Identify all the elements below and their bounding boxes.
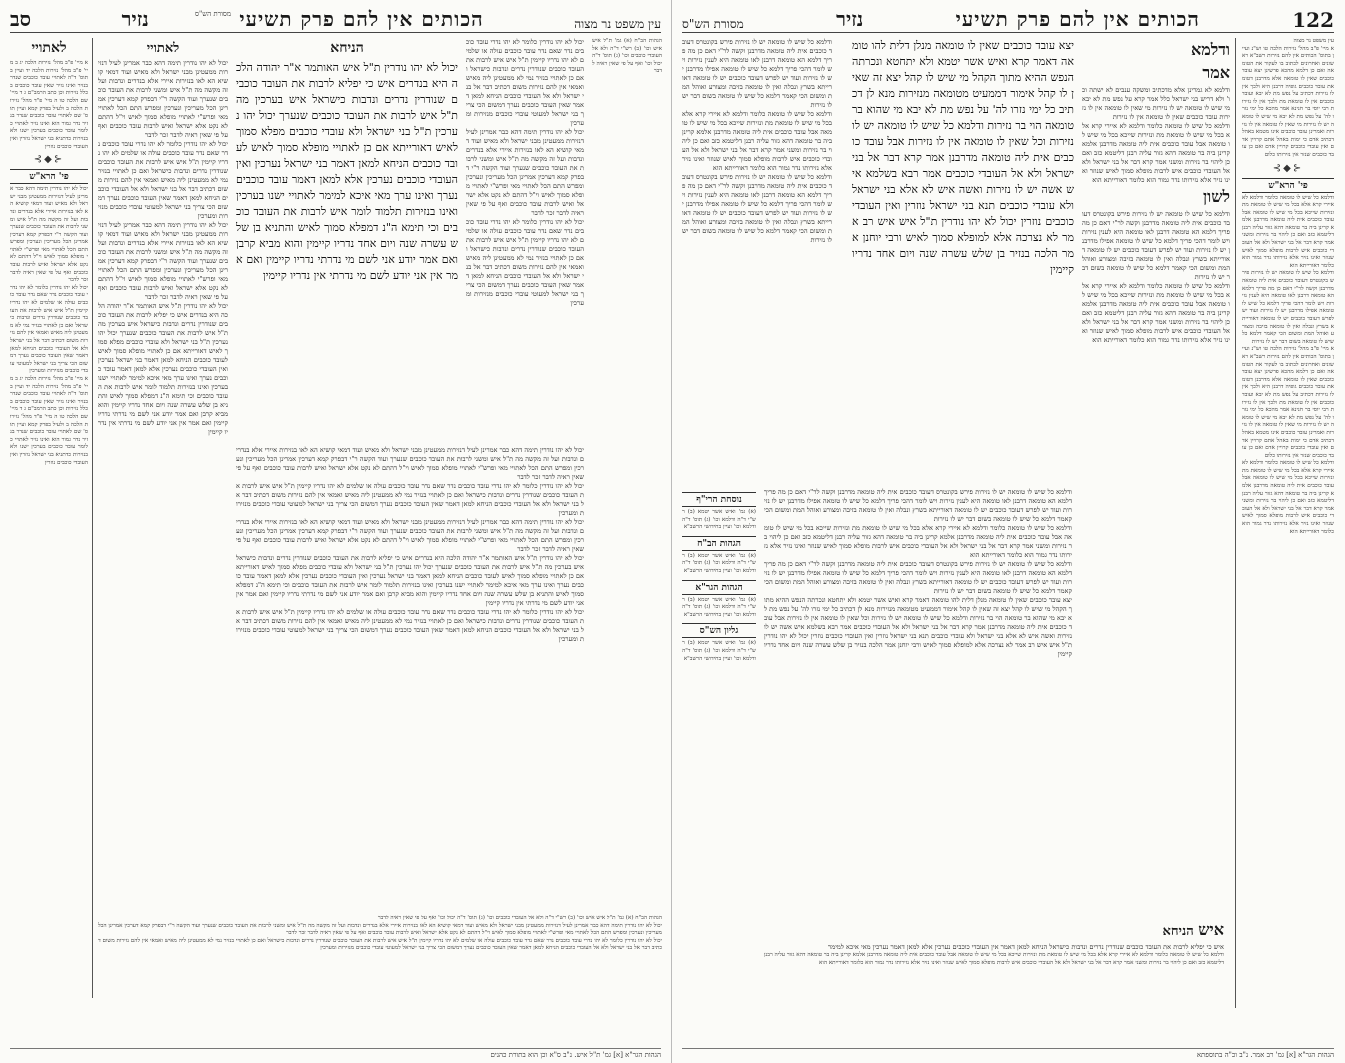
rashi-text: יכול לא יהו נודרין כלומר לא יהו נדרי עובד כוכבים נדר שאם נדר עובד כוכבים עולה או שלמים לא יהו נדריו קיימין ת"ל איש איש לרבות את העובד כוכבים שנודרין נדרים ונדבות כישראל ואם כן לאתויי בנזיר נמי לא ממעטינן ליה מאיש ואמאי אין להם נזירות משום דכתיב דבר אל בני ישראל ולא אל העובדי כוכבים הניחא למאן דאמר שאין העובד כוכבים נערך דמשום הכי צריך בני ישראל למעוטי עובדי כוכבים מנזירות ומערכין (466, 38, 584, 127)
masoret-label: מסורת הש"ס (195, 10, 232, 18)
tosafot-text-cont-2: יכול לא יהו נודרין תימה דהא כבר אמרינן לעיל דנזירות ממעטינן מבני ישראל ולא מאיש ועוד דמאי קושיא הא לאו בנזירות איירי אלא בנדרים ונדבות ועל זה מקשה מה ת"ל איש ומשני לרבות את העובד כוכבים שנערך ועוד הקשה ר"י דבפרק קמא דערכין אמרינן הכל מעריכין ונערכין ומפרש התם הכל לאתויי מאי ופרש"י לאתויי מופלא סמוך לאיש וי"ל דהתם לא נקט אלא ישראל ואיש לרבות עובד כוכבים ואף על פי שאין ראיה לדבר זכר לדבר (98, 221, 228, 301)
rashi-text-cont: יכול לא יהו נודרין תימה דהא כבר אמרינן לעיל דנזירות ממעטינן מבני ישראל ולא מאיש ועוד דמאי קושיא הא לאו בנזירות איירי אלא בנדרים ונדבות ועל זה מקשה מה ת"ל איש ומשני לרבות את העובד כוכבים שנערך ועוד הקשה ר"י דבפרק קמא דערכין אמרינן הכל מעריכין ונערכין ומפרש התם הכל לאתויי מאי ופרש"י לאתויי מופלא סמוך לאיש וי"ל דהתם לא נקט אלא ישראל ואיש לרבות עובד כוכבים ואף על פי שאין ראיה לדבר זכר לדבר (466, 128, 584, 217)
tosafot-text-cont: יכול לא יהו נודרין כלומר לא יהו נדרי עובד כוכבים נדר שאם נדר עובד כוכבים עולה או שלמים לא יהו נדריו קיימין ת"ל איש איש לרבות את העובד כוכבים שנודרין נדרים ונדבות כישראל ואם כן לאתויי בנזיר נמי לא ממעטינן ליה מאיש ואמאי אין להם נזירות משום דכתיב דבר אל בני ישראל ולא אל העובדי כוכבים הניחא למאן דאמר שאין העובד כוכבים נערך דמשום הכי צריך בני ישראל למעוטי עובדי כוכבים מנזירות ומערכין (98, 140, 228, 220)
rif-version-text: (א) גמ' ואיש אשר יטמא (ב) רש"י ד"ה ודלמא וכו' (ג) תוס' ד"ה ודלמא וכו' ועיין בחידושי הרשב"א (682, 509, 756, 531)
gra-label: הגהות הגר"א (682, 580, 756, 595)
gemara-column (236, 38, 458, 438)
rosh-text-cont: יכול לא יהו נודרין כלומר לא יהו נדרי עובד כוכבים נדר שאם נדר עובד כוכבים עולה או שלמים לא יהו נדריו קיימין ת"ל איש איש לרבות את העובד כוכבים שנודרין נדרים ונדבות כישראל ואם כן לאתויי בנזיר נמי לא ממעטינן ליה מאיש ואמאי אין להם נזירות משום דכתיב דבר אל בני ישראל ולא אל העובדי כוכבים הניחא למאן דאמר שאין העובד כוכבים נערך דמשום הכי צריך בני ישראל למעוטי עובדי כוכבים מנזירות ומערכין (10, 284, 88, 375)
rashi-text-cont-2: ודלמא כל שיש לו טומאה כלומר ודלמא לא איירי קרא אלא בכל מי שיש לו טומאת מת ונזירות שייכא בכל מי שיש לו טומאה אבל עובד כוכבים אית ליה טומאה מדרבנן אלמא קרינן ביה בר טומאה דהא גזור עליה רבנן דליטמא כזב ואם כן ליהוי בר נזירות ומשני אמר קרא דבר אל בני ישראל ולא אל העובדי כוכבים איש לרבות מופלא סמוך לאיש שנוזר ואינו נזיר אלא נזירותו נדר גמור הוא כלומר דאורייתא הוא (1082, 282, 1230, 344)
column-rule (92, 38, 93, 998)
tractate-name: נזיר (836, 7, 864, 31)
lower-commentary-text-2: יכול לא יהו נודרין כלומר לא יהו נדרי עובד כוכבים נדר שאם נדר עובד כוכבים עולה או שלמים לא יהו נדריו קיימין ת"ל איש איש לרבות את העובד כוכבים שנודרין נדרים ונדבות כישראל ואם כן לאתויי בנזיר נמי לא ממעטינן ליה מאיש ואמאי אין להם נזירות משום דכתיב דבר אל בני ישראל ולא אל העובדי כוכבים הניחא למאן דאמר שאין העובד כוכבים נערך דמשום הכי צריך בני ישראל למעוטי עובדי כוכבים מנזירות ומערכין (236, 482, 584, 517)
side-lead-word: לאתויי (31, 40, 67, 56)
rosh-text-cont-2: א מיי' פ"ב מהל' נזירות הלכה יג ב מיי' פ"ב מהל' נזירות הלכה יד ועיין בתוס' ד"ה לאתויי עובד כוכבים שנדר בנזיר ואינו נזיר שאין עובד כוכבים בכלל נזירות וכן כתב הרמב"ם ג ד מיי' שם הלכה טו ה מיי' פ"ד מהל' נזירות הלכה ב ולעיל בפרק קמא ועיין תוס' שם לאתויי עובד כוכבים שנדר בנזיר נדר גמור הוא ואינו נזיר לאתויי כלומר עובד כוכבים בערכין ישנו ולא בנזירות כדתניא בני ישראל נוזרין ואין העובדי כוכבים נוזרין (10, 375, 88, 466)
ein-mishpat-text: א מיי' פ"ב מהל' נזירות הלכה יג ב מיי' פ"ב מהל' נזירות הלכה יד ועיין בתוס' ד"ה לאתויי עובד כוכבים שנדר בנזיר ואינו נזיר שאין עובד כוכבים בכלל נזירות וכן כתב הרמב"ם ג ד מיי' שם הלכה טו ה מיי' פ"ד מהל' נזירות הלכה ב ולעיל בפרק קמא ועיין תוס' שם לאתויי עובד כוכבים שנדר בנזיר נדר גמור הוא ואינו נזיר לאתויי כלומר עובד כוכבים בערכין ישנו ולא בנזירות כדתניא בני ישראל נוזרין ואין העובדי כוכבים נוזרין (10, 60, 88, 150)
left-footer: הגהות הגר"א [א] גמ' ת"ל איש. נ"ב ס"א וכן הוא בתורת כהנים (10, 1048, 661, 1059)
lower-commentary-text-4: יצא עובד כוכבים שאין לו טומאה מנלן דלית להו טומאה דאמר קרא ואיש אשר יטמא ולא יתחטא ונכרתה הנפש ההיא מתוך הקהל מי שיש לו קהל יצא זה שאין לו קהל אימור דממעיט מטומאה מנזירות מנא לן דכתיב כל ימי נזרו לה' על נפש מת לא יבא מי שהוא בר טומאה הוי בר נזירות ודלמא כל שיש לו טומאה יש לו נזירות וכל שאין לו טומאה אין לו נזירות אבל עובד כוכבים אית ליה טומאה מדרבנן אמר קרא דבר אל בני ישראל ולא אל העובדי כוכבים אמר רבא בשלמא איש אשה יש לו נזירות ואשה איש לא אלא בני ישראל ולא עובדי כוכבים תנא בני ישראל נוזרין ואין העובדי כוכבים נוזרין יכול לא יהו נודרין ת"ל איש איש רב אמר לא נצרכה אלא למופלא סמוך לאיש ורבי יוחנן אמר הלכה בנזיר בן שלש עשרה שנה ויום אחד נדריו קיימין (764, 596, 1072, 658)
lower-commentary-text-4: יכול לא יהו נודרין ת"ל איש האותמר א"ר יהודה הלכה היא בנדרים איש כי יפליא לרבות את העובד כוכבים שנודרין נדרים ונדבות כישראל איש בערכין מה ת"ל איש לרבות את העובד כוכבים שנערך יכול יהו נערכין ת"ל בני ישראל ולא עובדי כוכבים מפלא סמוך לאיש דאורייתא אם כן לאתויי מופלא סמוך לאיש לעובד כוכבים הניחא למאן דאמר בני ישראל נערכין ואין העובדי כוכבים נערכין אלא למאן דאמר עובד כוכבים נערך ואינו ערך מאי איכא למימר לאתויי ישנו בערכין ואינו בנזירות תלמוד לומר איש לרבות את העובד כוכבים וכי תימא ה"נ דמפלא סמוך לאיש והתניא בן שלש עשרה שנה ויום אחד נדריו קיימין והוא מביא קרבן ואם אמר יודע אני לשם מי נדרתי נדריו קיימין ואם אמר אין אני יודע לשם מי נדרתי אין נדריו קיימין (236, 554, 584, 607)
tosafot-text-cont-3: יכול לא יהו נודרין ת"ל איש האותמר א"ר יהודה הלכה היא בנדרים איש כי יפליא לרבות את העובד כוכבים שנודרין נדרים ונדבות כישראל איש בערכין מה ת"ל איש לרבות את העובד כוכבים שנערך יכול יהו נערכין ת"ל בני ישראל ולא עובדי כוכבים מפלא סמוך לאיש דאורייתא אם כן לאתויי מופלא סמוך לאיש לעובד כוכבים הניחא למאן דאמר בני ישראל נערכין ואין העובדי כוכבים נערכין אלא למאן דאמר עובד כוכבים נערך ואינו ערך מאי איכא למימר לאתויי ישנו בערכין ואינו בנזירות תלמוד לומר איש לרבות את העובד כוכבים וכי תימא ה"נ דמפלא סמוך לאיש והתניא בן שלש עשרה שנה ויום אחד נדריו קיימין והוא מביא קרבן ואם אמר יודע אני לשם מי נדרתי נדריו קיימין ואם אמר אין אני יודע לשם מי נדרתי אין נדריו קיימין (98, 302, 228, 436)
ornament-divider: ⊰◆⊱ (1272, 162, 1304, 174)
bottom-notes-text-2: יכול לא יהו נודרין תימה דהא כבר אמרינן לעיל דנזירות ממעטינן מבני ישראל ולא מאיש ועוד דמאי קושיא הא לאו בנזירות איירי אלא בנדרים ונדבות ועל זה מקשה מה ת"ל איש ומשני לרבות את העובד כוכבים שנערך ועוד הקשה ר"י דבפרק קמא דערכין אמרינן הכל מעריכין ונערכין ומפרש התם הכל לאתויי מאי ופרש"י לאתויי מופלא סמוך לאיש וי"ל דהתם לא נקט אלא ישראל ואיש לרבות עובד כוכבים ואף על פי שאין ראיה לדבר זכר לדבר (98, 922, 662, 937)
ein-mishpat-label-right: עין משפט נר מצוה (1293, 38, 1334, 44)
bottom-notes-text: הגהות הב"ח (א) גמ' ת"ל איש איש וכו' (ב) רש"י ד"ה ולא אל העובדי כוכבים וכו' (ג) תוס' ד"ה יכול וכו' ואף על פי שאין ראיה לדבר (377, 915, 662, 921)
rosh-text-cont-2: א מיי' פ"ב מהל' נזירות הלכה טו וש"נ ועיין בתוס' הכותים אין להם נזירות רשב"א ראשונים ואחרונים לכתוב בו לעקור את הטומאה ואם כן דלמא מהכא פרשינן יצא עובד כוכבים שאין לו טומאה אלא מדרבנן דטומאת עובד כוכבים גופיה דרבנן היא ולכך אין לו נזירות דכתיב על נפש מת לא יבא ועובד כוכבים אין לו טומאת מת ולכך אין לו נזירות רבי יוסי בר חנינא אמר מהכא כל ימי נזרו לה' על נפש מת לא יבא מי שיש לו טומאה יש לו נזירות מי שאין לו טומאה אין לו נזירות ואמרינן עובד כוכבים אינו מטמא באהל דכתיב אדם כי ימות באהל אתם קרויין אדם ואין עובדי כוכבים קרויין אדם ואם כן עובד כוכבים שנזר אין נזירותו כלום (1242, 346, 1334, 459)
lower-commentary-text: ודלמא כל שיש לו טומאה יש לו נזירות פירש בקונטרס דעובד כוכבים אית ליה טומאה מדרבנן וקשה לר"י דאם כן מה פריך דלמא הא טומאה דרבנן לאו טומאה היא לענין נזירות ויש לומר דהכי פריך דלמא כל שיש לו טומאה אפילו מדרבנן יש לו נזירות ועוד יש לפרש דעובד כוכבים יש לו טומאה דאורייתא בשרץ ונבלה ואין לו טומאה בזיבה ומצורע ואוהל המת ומשום הכי קאמר דלמא כל שיש לו טומאה בשום דבר יש לו נזירות (764, 488, 1072, 523)
chapter-title: הכותים אין להם פרק תשיעי (239, 7, 484, 31)
left-masoret-column (592, 38, 662, 638)
rashi-text: ודלמא כל שיש לו טומאה כלומר ודלמא לא איירי קרא אלא בכל מי שיש לו טומאת מת ונזירות שייכא בכל מי שיש לו טומאה אבל עובד כוכבים אית ליה טומאה מדרבנן אלמא קרינן ביה בר טומאה דהא גזור עליה רבנן דליטמא כזב ואם כן ליהוי בר נזירות ומשני אמר קרא דבר אל בני ישראל ולא אל העובדי כוכבים איש לרבות מופלא סמוך לאיש שנוזר ואינו נזיר אלא נזירותו נדר גמור הוא כלומר דאורייתא הוא (1082, 122, 1230, 184)
right-page-header (682, 6, 1334, 33)
tosafot-text: ודלמא כל שיש לו טומאה יש לו נזירות פירש בקונטרס דעובד כוכבים אית ליה טומאה מדרבנן וקשה לר"י דאם כן מה פריך דלמא הא טומאה דרבנן לאו טומאה היא לענין נזירות ויש לומר דהכי פריך דלמא כל שיש לו טומאה אפילו מדרבנן יש לו נזירות ועוד יש לפרש דעובד כוכבים יש לו טומאה דאורייתא בשרץ ונבלה ואין לו טומאה בזיבה ומצורע ואוהל המת ומשום הכי קאמר דלמא כל שיש לו טומאה בשום דבר יש לו נזירות (682, 38, 832, 109)
gilyon-label: גליון הש"ס (682, 623, 756, 638)
ein-mishpat-label: עין משפט נר מצוה (574, 17, 661, 31)
lower-commentary-text-3: ודלמא כל שיש לו טומאה יש לו נזירות פירש בקונטרס דעובד כוכבים אית ליה טומאה מדרבנן וקשה לר"י דאם כן מה פריך דלמא הא טומאה דרבנן לאו טומאה היא לענין נזירות ויש לומר דהכי פריך דלמא כל שיש לו טומאה אפילו מדרבנן יש לו נזירות ועוד יש לפרש דעובד כוכבים יש לו טומאה דאורייתא בשרץ ונבלה ואין לו טומאה בזיבה ומצורע ואוהל המת ומשום הכי קאמר דלמא כל שיש לו טומאה בשום דבר יש לו נזירות (764, 560, 1072, 595)
lower-commentary-text: יכול לא יהו נודרין תימה דהא כבר אמרינן לעיל דנזירות ממעטינן מבני ישראל ולא מאיש ועוד דמאי קושיא הא לאו בנזירות איירי אלא בנדרים ונדבות ועל זה מקשה מה ת"ל איש ומשני לרבות את העובד כוכבים שנערך ועוד הקשה ר"י דבפרק קמא דערכין אמרינן הכל מעריכין ונערכין ומפרש התם הכל לאתויי מאי ופרש"י לאתויי מופלא סמוך לאיש וי"ל דהתם לא נקט אלא ישראל ואיש לרבות עובד כוכבים ואף על פי שאין ראיה לדבר זכר לדבר (236, 446, 584, 481)
rosh-text-cont: ודלמא כל שיש לו טומאה יש לו נזירות פירש בקונטרס דעובד כוכבים אית ליה טומאה מדרבנן וקשה לר"י דאם כן מה פריך דלמא הא טומאה דרבנן לאו טומאה היא לענין נזירות ויש לומר דהכי פריך דלמא כל שיש לו טומאה אפילו מדרבנן יש לו נזירות ועוד יש לפרש דעובד כוכבים יש לו טומאה דאורייתא בשרץ ונבלה ואין לו טומאה בזיבה ומצורע ואוהל המת ומשום הכי קאמר דלמא כל שיש לו טומאה בשום דבר יש לו נזירות (1242, 270, 1334, 345)
right-page (672, 0, 1344, 1063)
bottom-notes-text-3: יכול לא יהו נודרין כלומר לא יהו נדרי עובד כוכבים נדר שאם נדר עובד כוכבים עולה או שלמים לא יהו נדריו קיימין ת"ל איש איש לרבות את העובד כוכבים שנודרין נדרים ונדבות כישראל ואם כן לאתויי בנזיר נמי לא ממעטינן ליה מאיש ואמאי אין להם נזירות משום דכתיב דבר אל בני ישראל ולא אל העובדי כוכבים הניחא למאן דאמר שאין העובד כוכבים נערך דמשום הכי צריך בני ישראל למעוטי עובדי כוכבים מנזירות ומערכין (98, 937, 662, 952)
tosafot-text: יכול לא יהו נודרין תימה דהא כבר אמרינן לעיל דנזירות ממעטינן מבני ישראל ולא מאיש ועוד דמאי קושיא הא לאו בנזירות איירי אלא בנדרים ונדבות ועל זה מקשה מה ת"ל איש ומשני לרבות את העובד כוכבים שנערך ועוד הקשה ר"י דבפרק קמא דערכין אמרינן הכל מעריכין ונערכין ומפרש התם הכל לאתויי מאי ופרש"י לאתויי מופלא סמוך לאיש וי"ל דהתם לא נקט אלא ישראל ואיש לרבות עובד כוכבים ואף על פי שאין ראיה לדבר זכר לדבר (98, 59, 228, 139)
bottom-gemara (764, 918, 1224, 1028)
margin-notes-column (682, 488, 756, 908)
lower-commentary-text-5: יכול לא יהו נודרין כלומר לא יהו נדרי עובד כוכבים נדר שאם נדר עובד כוכבים עולה או שלמים לא יהו נדריו קיימין ת"ל איש איש לרבות את העובד כוכבים שנודרין נדרים ונדבות כישראל ואם כן לאתויי בנזיר נמי לא ממעטינן ליה מאיש ואמאי אין להם נזירות משום דכתיב דבר אל בני ישראל ולא אל העובדי כוכבים הניחא למאן דאמר שאין העובד כוכבים נערך דמשום הכי צריך בני ישראל למעוטי עובדי כוכבים מנזירות ומערכין (236, 608, 584, 643)
bottom-gemara-text-2: ודלמא כל שיש לו טומאה כלומר ודלמא לא איירי קרא אלא בכל מי שיש לו טומאת מת ונזירות שייכא בכל מי שיש לו טומאה אבל עובד כוכבים אית ליה טומאה מדרבנן אלמא קרינן ביה בר טומאה דהא גזור עליה רבנן דליטמא כזב ואם כן ליהוי בר נזירות ומשני אמר קרא דבר אל בני ישראל ולא אל העובדי כוכבים איש לרבות מופלא סמוך לאיש שנוזר ואינו נזיר אלא נזירותו נדר גמור הוא כלומר דאורייתא הוא (764, 952, 1224, 966)
rosh-text-cont-3: ודלמא כל שיש לו טומאה כלומר ודלמא לא איירי קרא אלא בכל מי שיש לו טומאת מת ונזירות שייכא בכל מי שיש לו טומאה אבל עובד כוכבים אית ליה טומאה מדרבנן אלמא קרינן ביה בר טומאה דהא גזור עליה רבנן דליטמא כזב ואם כן ליהוי בר נזירות ומשני אמר קרא דבר אל בני ישראל ולא אל העובדי כוכבים איש לרבות מופלא סמוך לאיש שנוזר ואינו נזיר אלא נזירותו נדר גמור הוא כלומר דאורייתא הוא (1242, 460, 1334, 535)
chapter-title: הכותים אין להם פרק תשיעי (955, 7, 1200, 31)
rosh-title: פי' הרא"ש (10, 169, 88, 184)
folio-number: סב (10, 7, 32, 31)
rif-version-label: נוסחת הרי"ף (682, 492, 756, 507)
gemara-text: יכול לא יהו נודרין ת"ל איש האותמר א"ר יהודה הלכה היא בנדרים איש כי יפליא לרבות את העובד כוכבים שנודרין נדרים ונדבות כישראל איש בערכין מה ת"ל איש לרבות את העובד כוכבים שנערך יכול יהו נערכין ת"ל בני ישראל ולא עובדי כוכבים מפלא סמוך לאיש דאורייתא אם כן לאתויי מופלא סמוך לאיש לעובד כוכבים הניחא למאן דאמר בני ישראל נערכין ואין העובדי כוכבים נערכין אלא למאן דאמר עובד כוכבים נערך ואינו ערך מאי איכא למימר לאתויי ישנו בערכין ואינו בנזירות תלמוד לומר איש לרבות את העובד כוכבים וכי תימא ה"נ דמפלא סמוך לאיש והתניא בן שלש עשרה שנה ויום אחד נדריו קיימין והוא מביא קרבן ואם אמר יודע אני לשם מי נדרתי נדריו קיימין ואם אמר אין אני יודע לשם מי נדרתי אין נדריו קיימין (236, 61, 458, 282)
left-page-header (10, 6, 661, 33)
rosh-title: פי' הרא"ש (1242, 178, 1334, 193)
tosafot-text-cont-2: ודלמא כל שיש לו טומאה יש לו נזירות פירש בקונטרס דעובד כוכבים אית ליה טומאה מדרבנן וקשה לר"י דאם כן מה פריך דלמא הא טומאה דרבנן לאו טומאה היא לענין נזירות ויש לומר דהכי פריך דלמא כל שיש לו טומאה אפילו מדרבנן יש לו נזירות ועוד יש לפרש דעובד כוכבים יש לו טומאה דאורייתא בשרץ ונבלה ואין לו טומאה בזיבה ומצורע ואוהל המת ומשום הכי קאמר דלמא כל שיש לו טומאה בשום דבר יש לו נזירות (682, 173, 832, 244)
ornament-divider: ⊰◆⊱ (33, 154, 65, 166)
bach-label: הגהות הב"ח (682, 536, 756, 551)
lead-block-text: ודלמא לא גמרינן אלא מדכתיב ומשקה ענבים לא ישתה וכו' ולא דריש בני ישראל כלל אמר קרא על נפש מת לא יבא מי שיש לו טומאה יש לו נזירות מי שאין לו טומאה אין לו נזירות עובד כוכבים שאין לו טומאה אין לו נזירות (1082, 86, 1230, 121)
bottom-gemara-text: איש כי יפליא לרבות את העובד כוכבים שנודרין נדרים ונדבות כישראל הניחא למאן דאמר אין העובדי כוכבים נערכין אלא למאן דאמר נערכין מאי איכא למימר (828, 943, 1224, 951)
left-page (0, 0, 672, 1063)
left-side-column (10, 38, 88, 998)
rosh-text: יכול לא יהו נודרין תימה דהא כבר אמרינן לעיל דנזירות ממעטינן מבני ישראל ולא מאיש ועוד דמאי קושיא הא לאו בנזירות איירי אלא בנדרים ונדבות ועל זה מקשה מה ת"ל איש ומשני לרבות את העובד כוכבים שנערך ועוד הקשה ר"י דבפרק קמא דערכין אמרינן הכל מעריכין ונערכין ומפרש התם הכל לאתויי מאי ופרש"י לאתויי מופלא סמוך לאיש וי"ל דהתם לא נקט אלא ישראל ואיש לרבות עובד כוכבים ואף על פי שאין ראיה לדבר זכר לדבר (10, 186, 88, 284)
right-footer: הגהות הגר"א [א] גמ' רב אמר. נ"ב וכ"ה בתוספתא (682, 1048, 1334, 1059)
gra-text: (א) גמ' ואיש אשר יטמא (ב) רש"י ד"ה ודלמא וכו' (ג) תוס' ד"ה ודלמא וכו' ועיין בחידושי הרשב"א (682, 596, 756, 618)
bottom-heading: הניחא (1162, 924, 1194, 939)
ein-mishpat-text: א מיי' פ"ב מהל' נזירות הלכה טו וש"נ ועיין בתוס' הכותים אין להם נזירות רשב"א ראשונים ואחרונים לכתוב בו לעקור את הטומאה ואם כן דלמא מהכא פרשינן יצא עובד כוכבים שאין לו טומאה אלא מדרבנן דטומאת עובד כוכבים גופיה דרבנן היא ולכך אין לו נזירות דכתיב על נפש מת לא יבא ועובד כוכבים אין לו טומאת מת ולכך אין לו נזירות רבי יוסי בר חנינא אמר מהכא כל ימי נזרו לה' על נפש מת לא יבא מי שיש לו טומאה יש לו נזירות מי שאין לו טומאה אין לו נזירות ואמרינן עובד כוכבים אינו מטמא באהל דכתיב אדם כי ימות באהל אתם קרויין אדם ואין עובדי כוכבים קרויין אדם ואם כן עובד כוכבים שנזר אין נזירותו כלום (1242, 45, 1334, 158)
tosafot-column (98, 38, 228, 908)
lower-commentary (764, 488, 1072, 908)
rashi-lead-2: אמר (1202, 63, 1230, 82)
masoret-label: מסורת הש"ס (682, 17, 744, 31)
lower-commentary-text-2: ודלמא כל שיש לו טומאה כלומר ודלמא לא איירי קרא אלא בכל מי שיש לו טומאת מת ונזירות שייכא בכל מי שיש לו טומאה אבל עובד כוכבים אית ליה טומאה מדרבנן אלמא קרינן ביה בר טומאה דהא גזור עליה רבנן דליטמא כזב ואם כן ליהוי בר נזירות ומשני אמר קרא דבר אל בני ישראל ולא אל העובדי כוכבים איש לרבות מופלא סמוך לאיש שנוזר ואינו נזיר אלא נזירותו נדר גמור הוא כלומר דאורייתא הוא (764, 524, 1072, 559)
tractate-name: נזיר (121, 7, 149, 31)
tosafot-lead: לאתויי (146, 41, 180, 56)
gemara-column (852, 38, 1074, 478)
bottom-notes (98, 915, 662, 1025)
rashi-column (1082, 38, 1230, 918)
lower-commentary-text-3: יכול לא יהו נודרין תימה דהא כבר אמרינן לעיל דנזירות ממעטינן מבני ישראל ולא מאיש ועוד דמאי קושיא הא לאו בנזירות איירי אלא בנדרים ונדבות ועל זה מקשה מה ת"ל איש ומשני לרבות את העובד כוכבים שנערך ועוד הקשה ר"י דבפרק קמא דערכין אמרינן הכל מעריכין ונערכין ומפרש התם הכל לאתויי מאי ופרש"י לאתויי מופלא סמוך לאיש וי"ל דהתם לא נקט אלא ישראל ואיש לרבות עובד כוכבים ואף על פי שאין ראיה לדבר זכר לדבר (236, 518, 584, 553)
rashi-text-cont: ודלמא כל שיש לו טומאה יש לו נזירות פירש בקונטרס דעובד כוכבים אית ליה טומאה מדרבנן וקשה לר"י דאם כן מה פריך דלמא הא טומאה דרבנן לאו טומאה היא לענין נזירות ויש לומר דהכי פריך דלמא כל שיש לו טומאה אפילו מדרבנן יש לו נזירות ועוד יש לפרש דעובד כוכבים יש לו טומאה דאורייתא בשרץ ונבלה ואין לו טומאה בזיבה ומצורע ואוהל המת ומשום הכי קאמר דלמא כל שיש לו טומאה בשום דבר יש לו נזירות (1082, 210, 1230, 281)
rashi-lead-1: ודלמא (1190, 40, 1230, 59)
gilyon-text: (א) גמ' ואיש אשר יטמא (ב) רש"י ד"ה ודלמא וכו' (ג) תוס' ד"ה ודלמא וכו' ועיין בחידושי הרשב"א (682, 640, 756, 662)
bottom-lead: איש (1198, 920, 1224, 939)
lower-commentary (236, 446, 584, 866)
masoret-notes: הגהות הב"ח (א) גמ' ת"ל איש איש וכו' (ב) רש"י ד"ה ולא אל העובדי כוכבים וכו' (ג) תוס' ד"ה יכול וכו' ואף על פי שאין ראיה לדבר (592, 38, 662, 75)
rashi-text-cont-2: יכול לא יהו נודרין כלומר לא יהו נדרי עובד כוכבים נדר שאם נדר עובד כוכבים עולה או שלמים לא יהו נדריו קיימין ת"ל איש איש לרבות את העובד כוכבים שנודרין נדרים ונדבות כישראל ואם כן לאתויי בנזיר נמי לא ממעטינן ליה מאיש ואמאי אין להם נזירות משום דכתיב דבר אל בני ישראל ולא אל העובדי כוכבים הניחא למאן דאמר שאין העובד כוכבים נערך דמשום הכי צריך בני ישראל למעוטי עובדי כוכבים מנזירות ומערכין (466, 218, 584, 307)
gemara-text: יצא עובד כוכבים שאין לו טומאה מנלן דלית להו טומאה דאמר קרא ואיש אשר יטמא ולא יתחטא ונכרתה הנפש ההיא מתוך הקהל מי שיש לו קהל יצא זה שאין לו קהל אימור דממעיט מטומאה מנזירות מנא לן דכתיב כל ימי נזרו לה' על נפש מת לא יבא מי שהוא בר טומאה הוי בר נזירות ודלמא כל שיש לו טומאה יש לו נזירות וכל שאין לו טומאה אין לו נזירות אבל עובד כוכבים אית ליה טומאה מדרבנן אמר קרא דבר אל בני ישראל ולא אל העובדי כוכבים אמר רבא בשלמא איש אשה יש לו נזירות ואשה איש לא אלא בני ישראל ולא עובדי כוכבים תנא בני ישראל נוזרין ואין העובדי כוכבים נוזרין יכול לא יהו נודרין ת"ל איש איש רב אמר לא נצרכה אלא למופלא סמוך לאיש ורבי יוחנן אמר הלכה בנזיר בן שלש עשרה שנה ויום אחד נדריו קיימין (852, 39, 1074, 276)
page-number: 122 (1292, 8, 1334, 32)
column-rule (1235, 38, 1236, 1008)
bach-text: (א) גמ' ואיש אשר יטמא (ב) רש"י ד"ה ודלמא וכו' (ג) תוס' ד"ה ודלמא וכו' ועיין בחידושי הרשב"א (682, 552, 756, 574)
tosafot-text-cont: ודלמא כל שיש לו טומאה כלומר ודלמא לא איירי קרא אלא בכל מי שיש לו טומאת מת ונזירות שייכא בכל מי שיש לו טומאה אבל עובד כוכבים אית ליה טומאה מדרבנן אלמא קרינן ביה בר טומאה דהא גזור עליה רבנן דליטמא כזב ואם כן ליהוי בר נזירות ומשני אמר קרא דבר אל בני ישראל ולא אל העובדי כוכבים איש לרבות מופלא סמוך לאיש שנוזר ואינו נזיר אלא נזירותו נדר גמור הוא כלומר דאורייתא הוא (682, 110, 832, 172)
rosh-text: ודלמא כל שיש לו טומאה כלומר ודלמא לא איירי קרא אלא בכל מי שיש לו טומאת מת ונזירות שייכא בכל מי שיש לו טומאה אבל עובד כוכבים אית ליה טומאה מדרבנן אלמא קרינן ביה בר טומאה דהא גזור עליה רבנן דליטמא כזב ואם כן ליהוי בר נזירות ומשני אמר קרא דבר אל בני ישראל ולא אל העובדי כוכבים איש לרבות מופלא סמוך לאיש שנוזר ואינו נזיר אלא נזירותו נדר גמור הוא כלומר דאורייתא הוא (1242, 194, 1334, 269)
gemara-heading: הניחא (330, 40, 364, 56)
right-side-column (1242, 38, 1334, 1008)
rashi-lead-3: לשון (1203, 187, 1230, 206)
tosafot-column (682, 38, 832, 478)
